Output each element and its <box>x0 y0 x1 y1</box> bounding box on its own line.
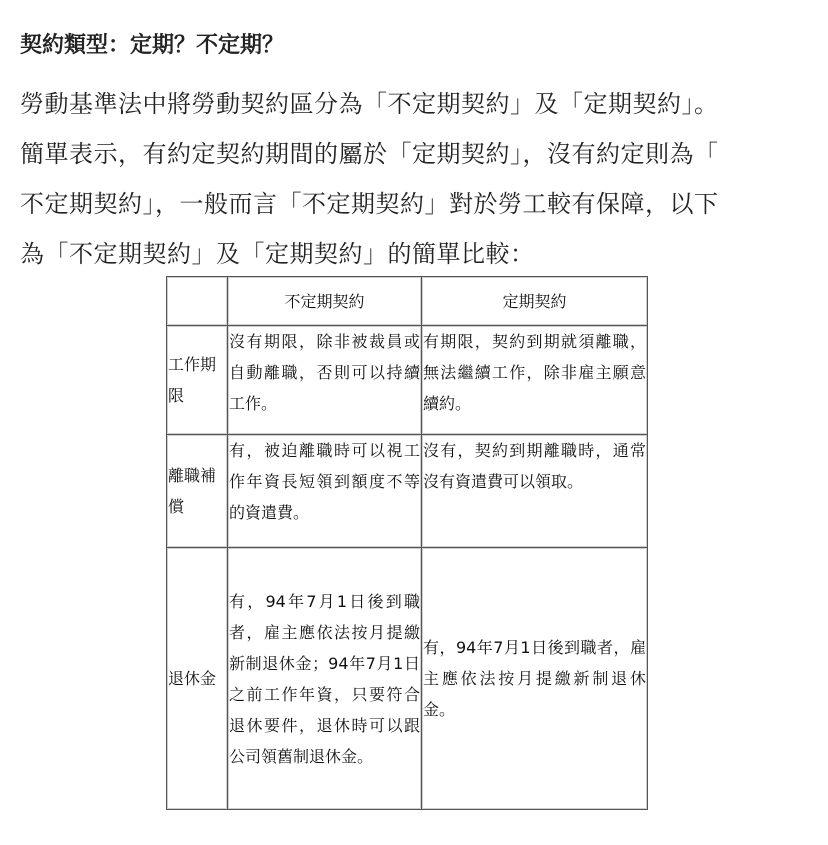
intro-paragraph <box>20 79 810 279</box>
table-cell: 有，94年7月1日後到職者，雇主應依法按月提繳新制退休金。 <box>422 548 648 810</box>
paragraph-line: 勞動基準法中將勞動契約區分為「不定期契約」及「定期契約」。 <box>20 90 719 118</box>
row-label-work-term: 工作期限 <box>167 326 228 435</box>
paragraph-line: 簡單表示，有約定契約期間的屬於「定期契約」，沒有約定則為「 <box>20 140 719 168</box>
table-cell: 沒有，契約到期離職時，通常沒有資遣費可以領取。 <box>422 435 648 548</box>
table-row <box>167 548 648 810</box>
row-label-severance: 離職補償 <box>167 435 228 548</box>
table-cell: 有期限，契約到期就須離職，無法繼續工作，除非雇主願意續約。 <box>422 326 648 435</box>
paragraph-line: 不定期契約」，一般而言「不定期契約」對於勞工較有保障，以下 <box>20 190 719 218</box>
table-row <box>167 326 648 435</box>
table-corner-cell <box>167 277 228 326</box>
table-cell: 有，94年7月1日後到職者，雇主應依法按月提繳新制退休金；94年7月1日之前工作年資，只要符合退休要件，退休時可以跟公司領舊制退休金。 <box>228 548 422 810</box>
table-cell: 有，被迫離職時可以視工作年資長短領到額度不等的資遣費。 <box>228 435 422 548</box>
article-heading: 契約類型：定期？不定期？ <box>20 33 285 58</box>
comparison-table <box>166 276 648 810</box>
row-label-pension: 退休金 <box>167 548 228 810</box>
header-fixed-term-contract: 定期契約 <box>422 277 648 326</box>
paragraph-line: 為「不定期契約」及「定期契約」的簡單比較： <box>20 240 535 268</box>
table-cell: 沒有期限，除非被裁員或自動離職，否則可以持續工作。 <box>228 326 422 435</box>
table-header-row <box>167 277 648 326</box>
table-row <box>167 435 648 548</box>
header-indefinite-contract: 不定期契約 <box>228 277 422 326</box>
